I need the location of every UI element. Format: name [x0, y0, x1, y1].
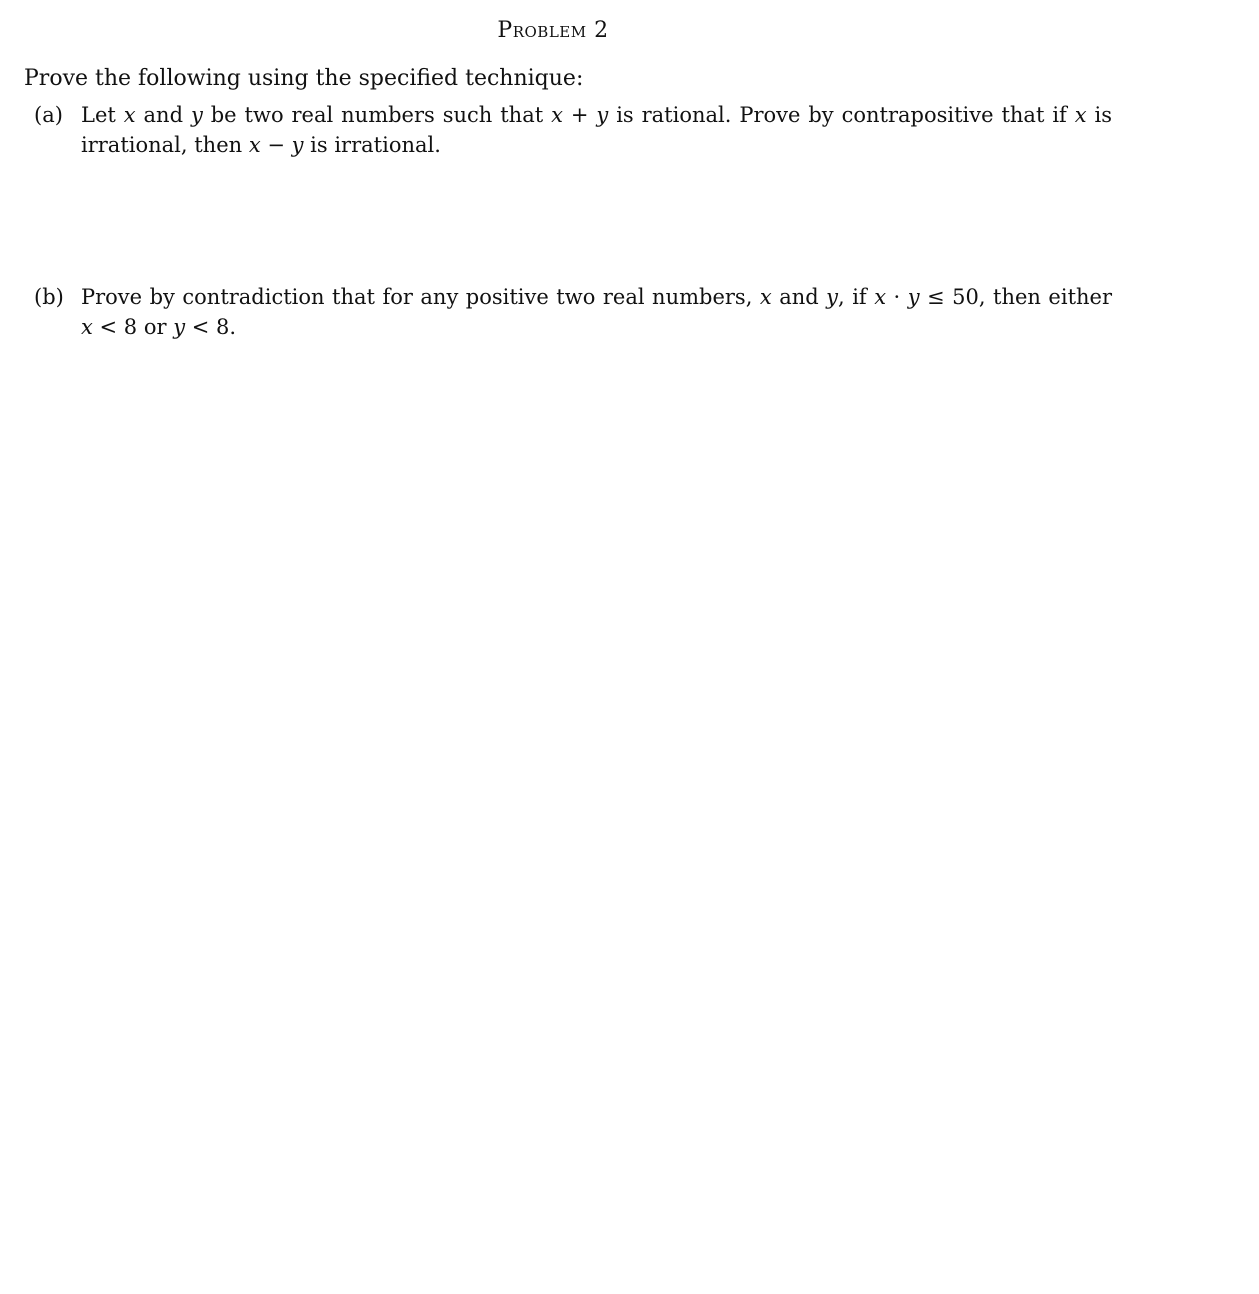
text-segment: is irrational. [303, 133, 441, 157]
problem-part-a [34, 100, 1112, 160]
text-segment: is rational. Prove by contrapositive that if [608, 103, 1075, 127]
math-variable: y [596, 103, 609, 127]
text-segment: Let [81, 103, 124, 127]
part-b-label: (b) [34, 285, 64, 309]
math-variable: y [907, 285, 920, 309]
math-variable: x [81, 315, 93, 339]
part-b-text [81, 282, 1112, 342]
problem-part-b [34, 282, 1112, 342]
part-a-label: (a) [34, 103, 63, 127]
text-segment: + [562, 103, 597, 127]
text-segment: · [886, 285, 908, 309]
text-segment: < 8 or [92, 315, 174, 339]
math-variable: x [874, 285, 887, 309]
math-variable: x [1074, 103, 1087, 127]
text-segment: be two real numbers such that [202, 103, 552, 127]
text-segment: − [260, 133, 292, 157]
part-a-text [81, 100, 1112, 160]
text-segment: is irrational, then [81, 103, 1112, 157]
math-variable: y [291, 133, 304, 157]
math-variable: x [551, 103, 563, 127]
math-variable: x [759, 285, 772, 309]
text-segment: and [771, 285, 827, 309]
math-variable: x [123, 103, 136, 127]
text-segment: Prove by contradiction that for any positive two real numbers, [81, 285, 760, 309]
math-variable: y [190, 103, 203, 127]
text-segment: , if [838, 285, 875, 309]
math-variable: y [173, 315, 186, 339]
text-segment: and [135, 103, 191, 127]
problem-intro: Prove the following using the specified technique: [24, 66, 584, 91]
problem-title: Problem 2 [497, 18, 609, 43]
math-variable: x [248, 133, 261, 157]
math-variable: y [826, 285, 839, 309]
text-segment: ≤ 50, then either [919, 285, 1112, 309]
text-segment: < 8. [185, 315, 237, 339]
